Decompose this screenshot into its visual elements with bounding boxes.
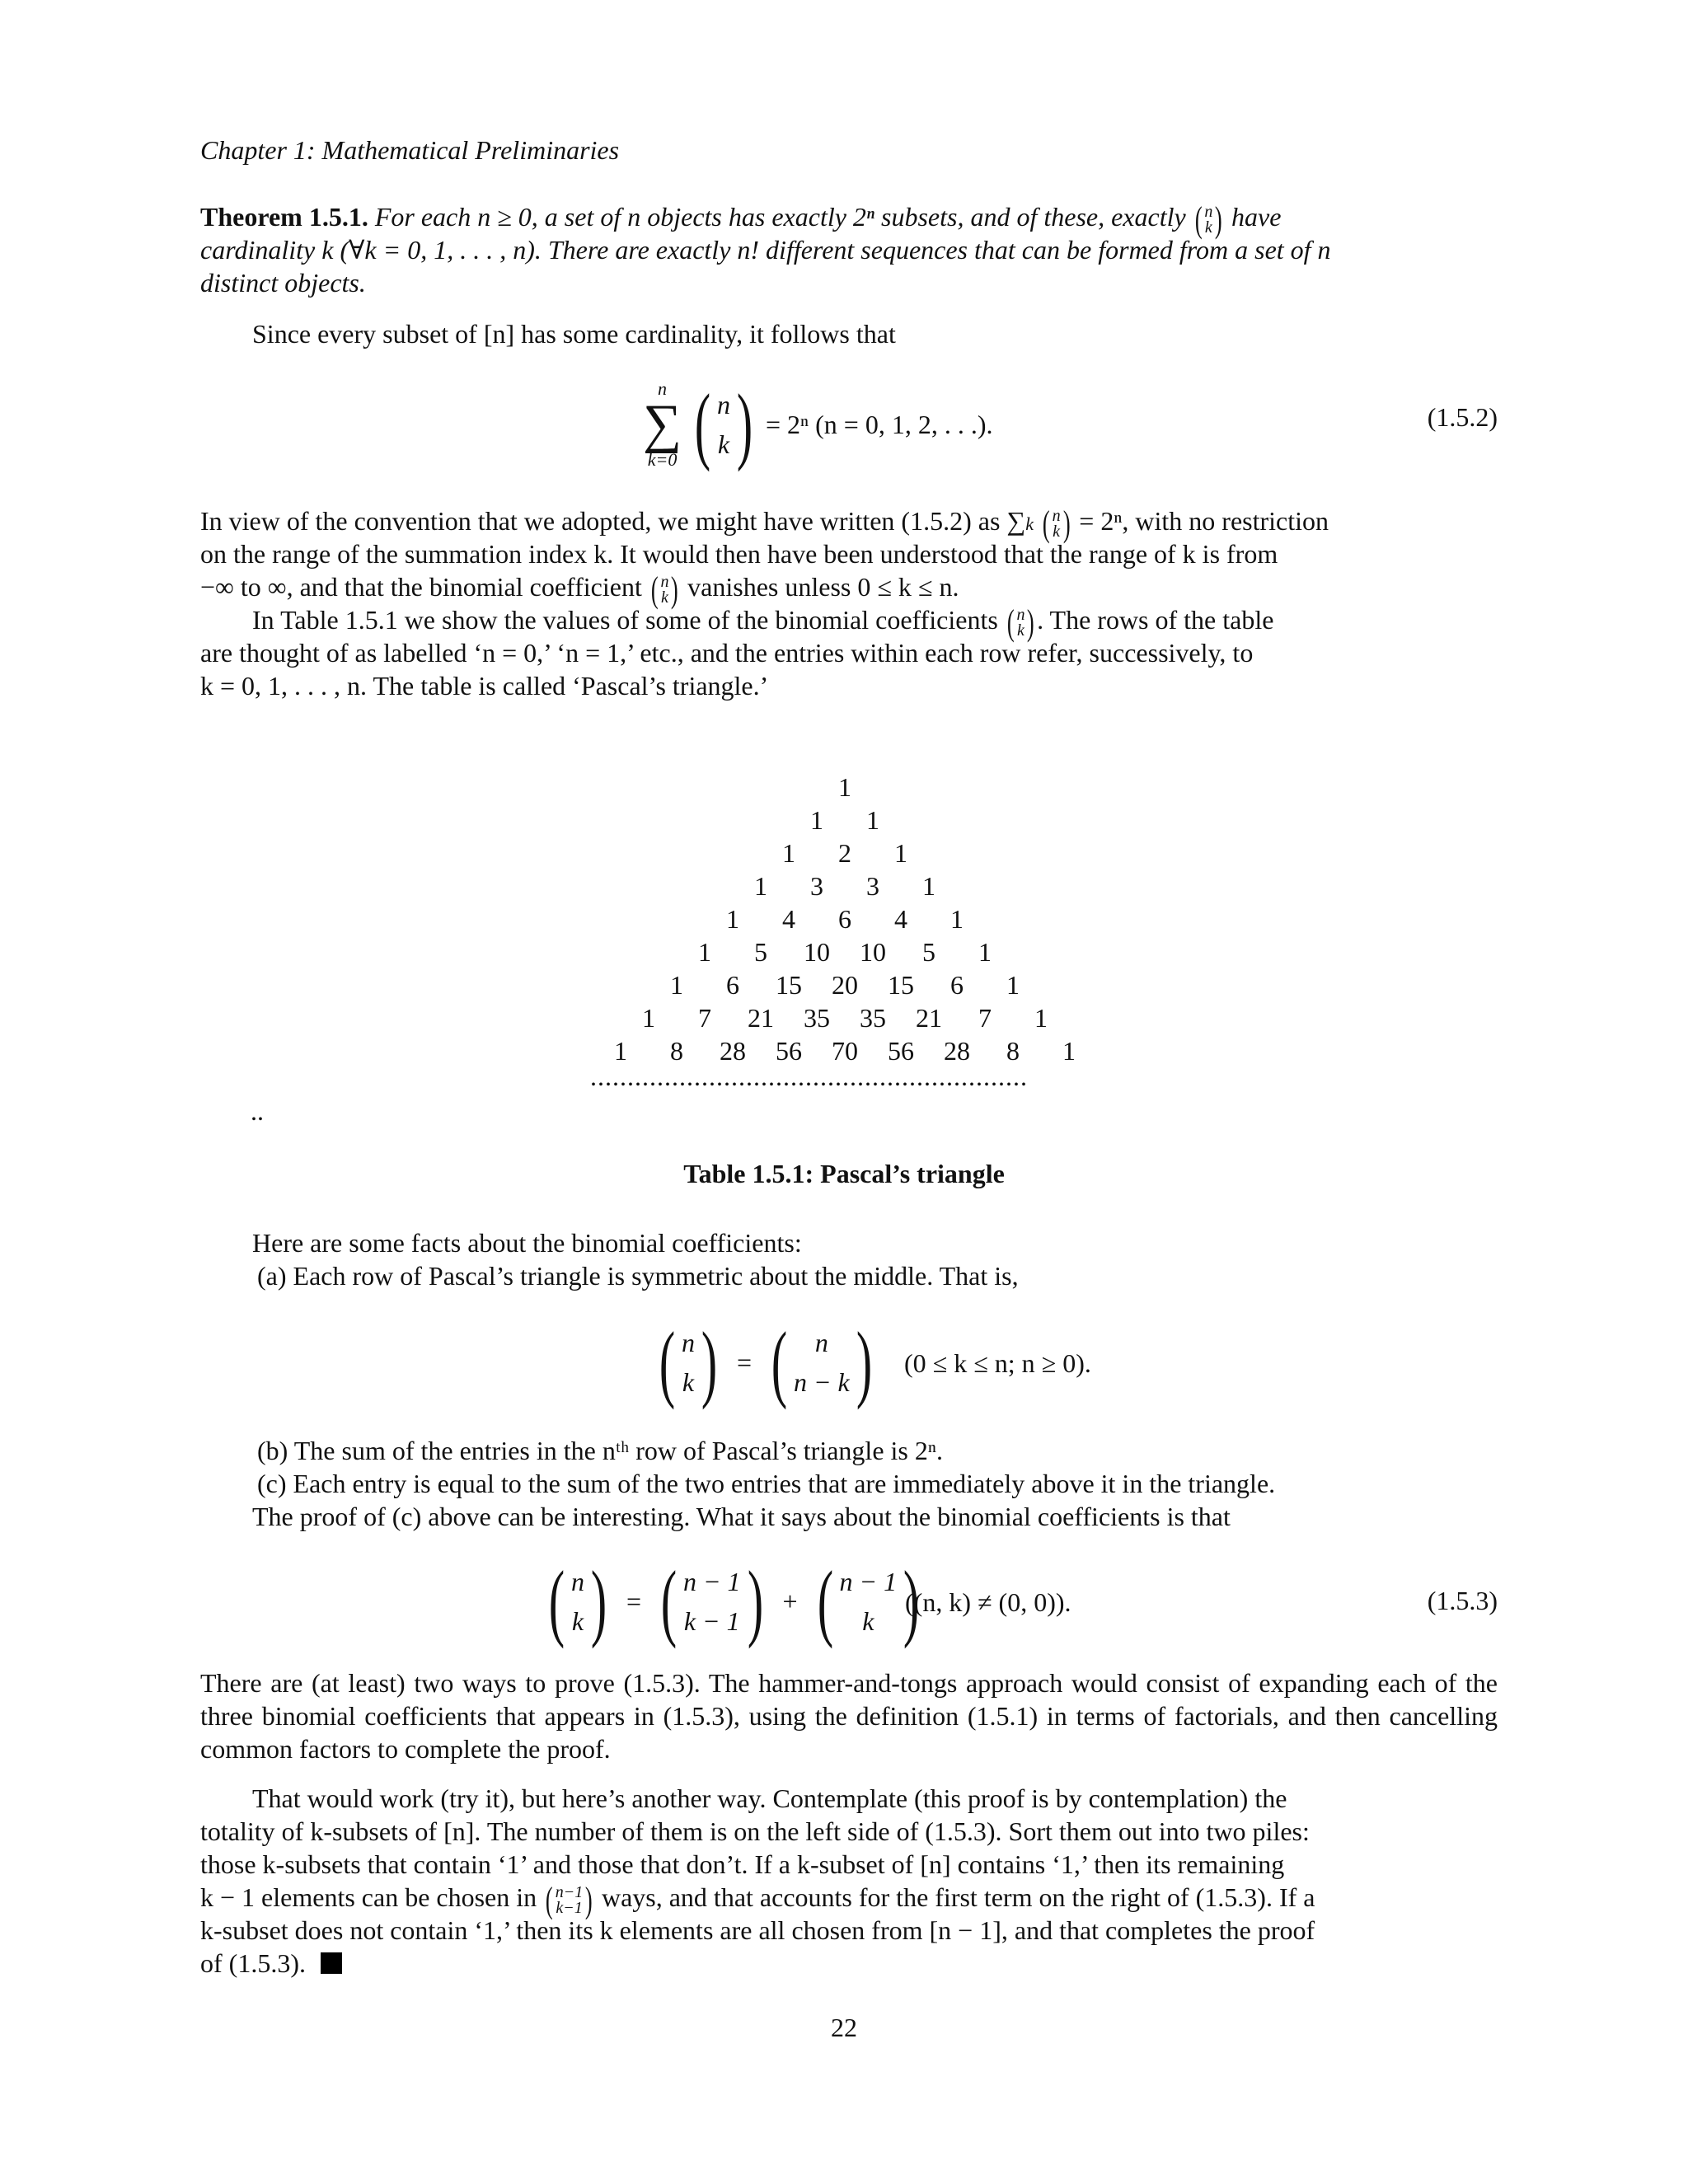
pascal-entry: 1 [950, 904, 964, 934]
theorem-binom: n k [1204, 202, 1213, 237]
pascal-entry: 1 [754, 871, 767, 901]
facts-intro: Here are some facts about the binomial coefficients: [252, 1228, 802, 1258]
para-since: Since every subset of [n] has some cardinality, it follows that [252, 319, 896, 349]
pascal-entry: 3 [866, 871, 879, 901]
pascal-entry: 15 [776, 970, 802, 1000]
para-view-line-1: In view of the convention that we adopted, we might have written (1.5.2) as ∑k ( n k ) = 2ⁿ, with no restriction [200, 503, 1329, 544]
pascal-entry: 10 [860, 937, 886, 967]
theorem-text-1: For each n ≥ 0, a set of n objects has exactly 2ⁿ subsets, and of these, exactly [374, 202, 1186, 232]
pascal-entry: 28 [944, 1036, 970, 1066]
pascal-entry: 8 [1006, 1036, 1020, 1066]
pascal-entry: 5 [922, 937, 935, 967]
pascal-entry: 7 [978, 1003, 992, 1033]
para-table-line-3: k = 0, 1, . . . , n. The table is called ‘Pascal’s triangle.’ [200, 671, 769, 701]
pascal-entry: 1 [614, 1036, 627, 1066]
pascal-entry: 10 [804, 937, 830, 967]
para-contemplate-line-5: k-subset does not contain ‘1,’ then its k elements are all chosen from [n − 1], and that completes the proof [200, 1915, 1315, 1945]
proof-intro: The proof of (c) above can be interesting. What it says about the binomial coefficients is that [252, 1502, 1231, 1531]
pascal-entry: 1 [642, 1003, 655, 1033]
pascal-entry: 1 [838, 772, 851, 802]
pascal-ellipsis: ........................................................... [590, 1062, 1028, 1091]
pascal-entry: 56 [888, 1036, 914, 1066]
pascal-entry: 20 [832, 970, 858, 1000]
eq-1-5-3-condition: ((n, k) ≠ (0, 0)). [905, 1587, 1071, 1617]
para-contemplate-line-1: That would work (try it), but here’s another way. Contemplate (this proof is by contemplation) the [252, 1783, 1287, 1813]
sum-symbol: n ∑ k=0 [643, 378, 682, 470]
pascal-entry: 2 [838, 838, 851, 868]
theorem-line-3: distinct objects. [200, 268, 366, 298]
pascal-entry: 56 [776, 1036, 802, 1066]
pascal-entry: 70 [832, 1036, 858, 1066]
pascal-entry: 8 [670, 1036, 683, 1066]
fact-b: (b) The sum of the entries in the nᵗʰ row of Pascal’s triangle is 2ⁿ. [257, 1436, 943, 1465]
theorem-line-2: cardinality k (∀k = 0, 1, . . . , n). There are exactly n! different sequences that can be formed from a set of n [200, 235, 1331, 265]
pascal-entry: 4 [894, 904, 907, 934]
eq-1-5-2-binom: n k [717, 390, 731, 459]
pascal-entry: 1 [698, 937, 711, 967]
page-number: 22 [831, 2013, 857, 2042]
pascal-entry: 28 [720, 1036, 746, 1066]
equation-1-5-3: ( n k ) = ( n − 1 k − 1 ) + ( n − 1 k ) [548, 1553, 920, 1649]
para-contemplate-line-2: totality of k-subsets of [n]. The number of them is on the left side of (1.5.3). Sort them out into two piles: [200, 1816, 1310, 1846]
pascal-entry: 1 [1006, 970, 1020, 1000]
equation-1-5-2: n ∑ k=0 ( n k ) = 2ⁿ (n = 0, 1, 2, . . .). [643, 376, 993, 472]
pascal-entry: 35 [860, 1003, 886, 1033]
theorem-line-1: Theorem 1.5.1. For each n ≥ 0, a set of n objects has exactly 2ⁿ subsets, and of these, exactly ( n k ) have [200, 199, 1282, 240]
pascal-entry: 5 [754, 937, 767, 967]
para-contemplate-line-6: of (1.5.3). [200, 1947, 342, 1980]
pascal-entry: 1 [782, 838, 795, 868]
pascal-entry: 21 [748, 1003, 774, 1033]
theorem-label: Theorem 1.5.1. [200, 202, 368, 232]
eq-number-1-5-2: (1.5.2) [1427, 402, 1498, 432]
equation-symmetry: ( n k ) = ( n n − k ) [659, 1314, 872, 1410]
pascal-entry: 1 [1062, 1036, 1076, 1066]
pascal-entry: 4 [782, 904, 795, 934]
theorem-text-1-end: have [1231, 202, 1282, 232]
pascal-entry: 6 [726, 970, 739, 1000]
para-table-line-2: are thought of as labelled ‘n = 0,’ ‘n = 1,’ etc., and the entries within each row refer, successively, to [200, 638, 1254, 668]
para-contemplate-line-4: k − 1 elements can be chosen in ( n−1 k−1 ) ways, and that accounts for the first term on the right of (1.5.3). If a [200, 1879, 1315, 1920]
symmetry-condition: (0 ≤ k ≤ n; n ≥ 0). [904, 1348, 1091, 1378]
table-caption: Table 1.5.1: Pascal’s triangle [683, 1159, 1005, 1188]
pascal-entry: 1 [670, 970, 683, 1000]
qed-square-icon [321, 1952, 342, 1974]
pascal-entry: 1 [978, 937, 992, 967]
pascal-entry: 21 [916, 1003, 942, 1033]
pascal-entry: 3 [810, 871, 823, 901]
pascal-entry: 1 [726, 904, 739, 934]
para-two-ways: There are (at least) two ways to prove (1.5.3). The hammer-and-tongs approach would consist of expanding each of the three binomial coefficients that appears in (1.5.3), using the definition (1.5.1) in terms of factorials, and then cancelling common factors to complete the proof. [200, 1668, 1498, 1764]
para-view-line-2: on the range of the summation index k. It would then have been understood that the range of k is from [200, 539, 1278, 569]
para-table-line-1: In Table 1.5.1 we show the values of some of the binomial coefficients ( n k ). The rows of the table [252, 602, 1274, 643]
pascal-entry: 15 [888, 970, 914, 1000]
pascal-entry: 1 [810, 805, 823, 835]
pascal-entry: 35 [804, 1003, 830, 1033]
pascal-entry: 6 [838, 904, 851, 934]
eq-1-5-2-rhs: = 2ⁿ (n = 0, 1, 2, . . .). [766, 410, 993, 439]
pascal-entry: 1 [894, 838, 907, 868]
eq-number-1-5-3: (1.5.3) [1427, 1586, 1498, 1615]
fact-a: (a) Each row of Pascal’s triangle is symmetric about the middle. That is, [257, 1261, 1019, 1291]
para-contemplate-line-3: those k-subsets that contain ‘1’ and those that don’t. If a k-subset of [n] contains ‘1,’ then its remaining [200, 1849, 1285, 1879]
chapter-header: Chapter 1: Mathematical Preliminaries [200, 135, 620, 165]
pascal-entry: 1 [866, 805, 879, 835]
fact-c: (c) Each entry is equal to the sum of the two entries that are immediately above it in the triangle. [257, 1469, 1276, 1498]
stray-dots: .. [251, 1096, 264, 1126]
pascal-entry: 1 [922, 871, 935, 901]
pascal-entry: 7 [698, 1003, 711, 1033]
pascal-entry: 1 [1034, 1003, 1048, 1033]
pascal-entry: 6 [950, 970, 964, 1000]
para-view-line-3: −∞ to ∞, and that the binomial coefficient ( n k ) vanishes unless 0 ≤ k ≤ n. [200, 569, 959, 610]
